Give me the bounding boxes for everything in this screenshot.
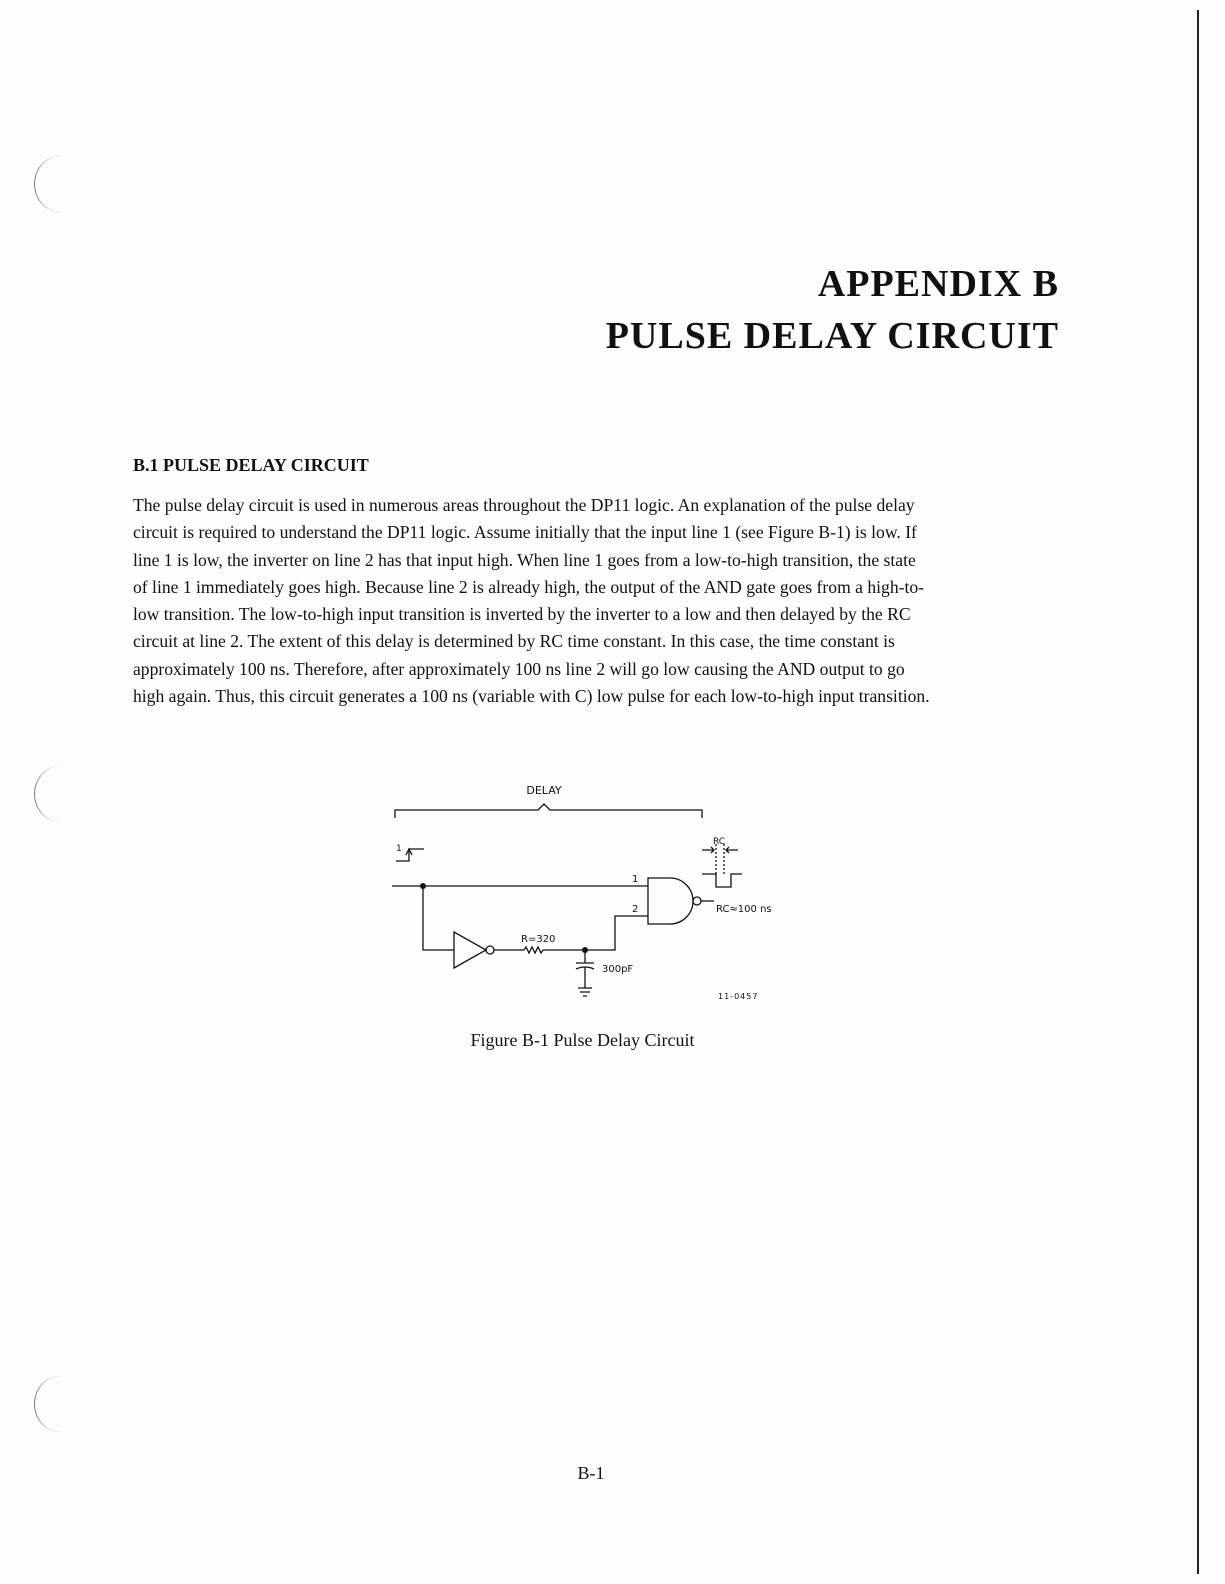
ground-icon bbox=[578, 988, 592, 996]
binder-hole-mark bbox=[34, 156, 87, 212]
rc-label: RC bbox=[713, 837, 726, 847]
drawing-number: 11-0457 bbox=[718, 992, 759, 1001]
page-number: B-1 bbox=[577, 1463, 605, 1483]
paragraph-line: line 1 is low, the inverter on line 2 has that input high. When line 1 goes from a low-to-high transition, the state bbox=[133, 549, 916, 570]
paragraph-line: low transition. The low-to-high input transition is inverted by the inverter to a low and then delayed by the RC bbox=[133, 604, 911, 625]
binder-hole-mark bbox=[34, 766, 87, 822]
paragraph-line: of line 1 immediately goes high. Because line 2 is already high, the output of the AND gate goes from a high-to- bbox=[133, 576, 925, 597]
nand-gate-icon bbox=[648, 878, 693, 924]
paragraph-line: approximately 100 ns. Therefore, after approximately 100 ns line 2 will go low causing the AND output to go bbox=[133, 658, 905, 679]
paragraph-line: circuit is required to understand the DP11 logic. Assume initially that the input line 1 (see Figure B-1) is low. If bbox=[133, 522, 917, 543]
section-heading: B.1 PULSE DELAY CIRCUIT bbox=[133, 455, 369, 475]
output-label: RC≈100 ns bbox=[716, 904, 772, 915]
resistor-icon bbox=[494, 947, 585, 953]
paragraph-line: The pulse delay circuit is used in numerous areas throughout the DP11 logic. An explanation of the pulse delay bbox=[133, 495, 915, 515]
input-label: 1 bbox=[396, 844, 402, 854]
arrow-left-icon bbox=[726, 847, 738, 853]
line-2 bbox=[585, 916, 648, 950]
gate-input-2-label: 2 bbox=[632, 904, 639, 915]
arrow-right-icon bbox=[702, 847, 714, 853]
paragraph-line: circuit at line 2. The extent of this delay is determined by RC time constant. In this case, the time constant is bbox=[133, 631, 895, 652]
paragraph-line: high again. Thus, this circuit generates a 100 ns (variable with C) low pulse for each low-to-high input transition. bbox=[133, 686, 930, 707]
inverter-icon bbox=[454, 932, 486, 968]
body-paragraph bbox=[133, 492, 1033, 710]
page-edge-line bbox=[1197, 10, 1199, 1574]
nand-bubble bbox=[693, 897, 701, 905]
chapter-title: PULSE DELAY CIRCUIT bbox=[605, 315, 1059, 357]
figure-caption: Figure B-1 Pulse Delay Circuit bbox=[470, 1030, 695, 1050]
circuit-diagram bbox=[380, 770, 800, 1010]
inverter-branch-line bbox=[423, 886, 454, 950]
delay-brace bbox=[395, 804, 702, 818]
delay-label: DELAY bbox=[526, 784, 562, 797]
capacitor-label: 300pF bbox=[602, 964, 634, 975]
appendix-title: APPENDIX B bbox=[817, 263, 1059, 305]
resistor-label: R=320 bbox=[521, 934, 556, 945]
binder-hole-mark bbox=[34, 1376, 87, 1432]
gate-input-1-label: 1 bbox=[632, 874, 639, 885]
output-waveform bbox=[702, 874, 742, 887]
